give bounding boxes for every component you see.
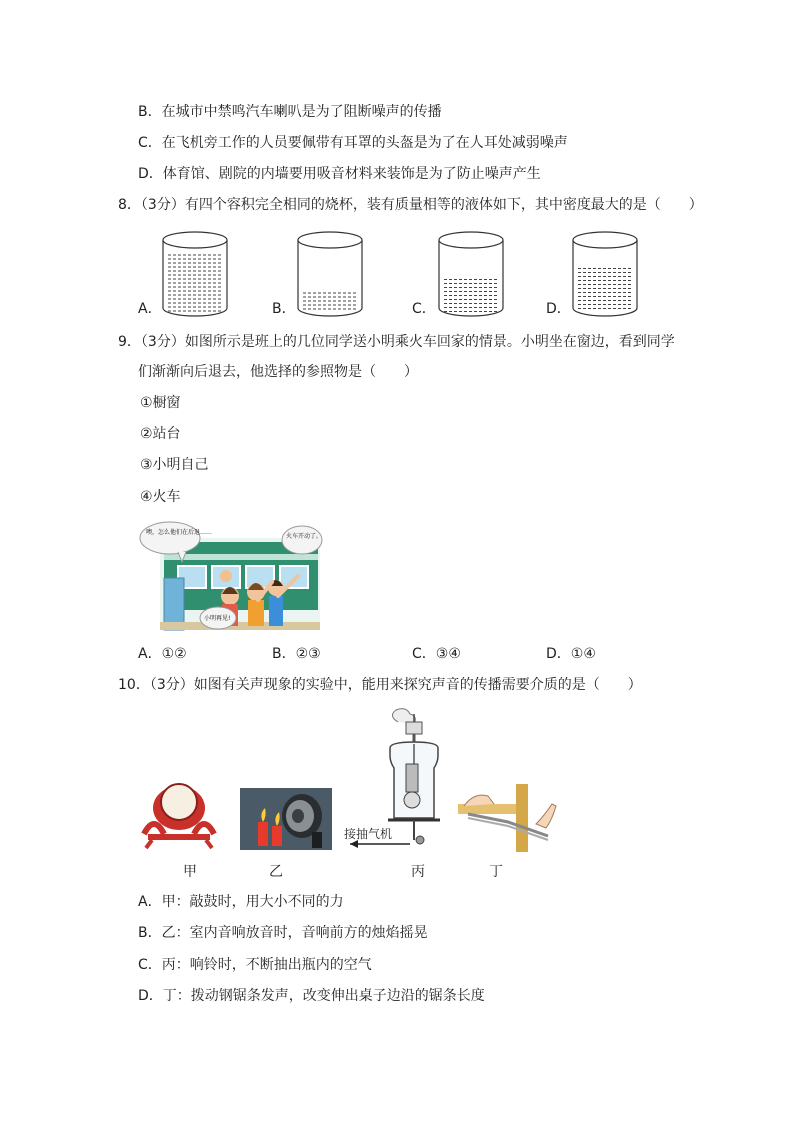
q8-beaker-b: [297, 230, 365, 312]
q9-option-d: D．①④: [546, 646, 596, 662]
beaker-rim: [573, 232, 637, 248]
fig-label-bing: 丙: [411, 864, 425, 880]
q9-option-a: A．①②: [138, 646, 187, 662]
saw-blade-figure: [458, 784, 558, 852]
fig-label-jia: 甲: [183, 864, 197, 880]
q7-option-b: B．在城市中禁鸣汽车喇叭是为了阻断噪声的传播: [138, 104, 442, 120]
beaker-body: [163, 240, 227, 316]
q9-stem-line2: 们渐渐向后退去，他选择的参照物是（ ）: [138, 364, 418, 380]
q10-option-c: C．丙：响铃时，不断抽出瓶内的空气: [138, 957, 372, 973]
q8-beaker-c: [438, 230, 506, 312]
q10-option-b: B．乙：室内音响放音时，音响前方的烛焰摇晃: [138, 925, 428, 941]
q9-option-c: C．③④: [412, 646, 461, 662]
beaker-rim: [298, 232, 362, 248]
beaker-body: [439, 240, 503, 316]
q8-label-b: B．: [272, 301, 296, 317]
q10-option-a: A．甲：敲鼓时，用大小不同的力: [138, 894, 344, 910]
speaker-candle-figure: [240, 788, 332, 850]
q10-option-d: D．丁：拨动钢锯条发声，改变伸出桌子边沿的锯条长度: [138, 988, 485, 1004]
drum-figure: [138, 772, 220, 850]
q8-stem: 8．（3分）有四个容积完全相同的烧杯，装有质量相等的液体如下，其中密度最大的是（ ）: [118, 197, 703, 213]
train-station-illustration: [138, 518, 323, 630]
fig-label-yi: 乙: [269, 864, 283, 880]
q9-item-3: ③小明自己: [140, 457, 209, 473]
q8-label-d: D．: [546, 301, 571, 317]
fig-label-ding: 丁: [489, 864, 503, 880]
q9-stem-line1: 9．（3分）如图所示是班上的几位同学送小明乘火车回家的情景。小明坐在窗边，看到同学: [118, 334, 675, 350]
q8-beaker-d: [572, 230, 640, 312]
pump-label: 接抽气机: [344, 827, 393, 841]
bubble-text-1: 噢，怎么他们在后退……: [146, 529, 213, 536]
q7-option-c: C．在飞机旁工作的人员要佩带有耳罩的头盔是为了在人耳处减弱噪声: [138, 135, 568, 151]
beaker-rim: [439, 232, 503, 248]
q8-label-a: A．: [138, 301, 162, 317]
q9-item-1: ①橱窗: [140, 395, 181, 411]
q9-item-4: ④火车: [140, 489, 181, 505]
q7-option-d: D．体育馆、剧院的内墙要用吸音材料来装饰是为了防止噪声产生: [138, 166, 541, 182]
q9-option-b: B．②③: [272, 646, 321, 662]
bubble-text-3: 小明再见!: [204, 615, 231, 622]
q9-item-2: ②站台: [140, 426, 181, 442]
bubble-text-2: 火车开动了。: [286, 533, 323, 540]
q8-beaker-a: [162, 230, 230, 312]
q10-stem: 10．（3分）如图有关声现象的实验中，能用来探究声音的传播需要介质的是（ ）: [118, 677, 642, 693]
q8-label-c: C．: [412, 301, 436, 317]
beaker-rim: [163, 232, 227, 248]
